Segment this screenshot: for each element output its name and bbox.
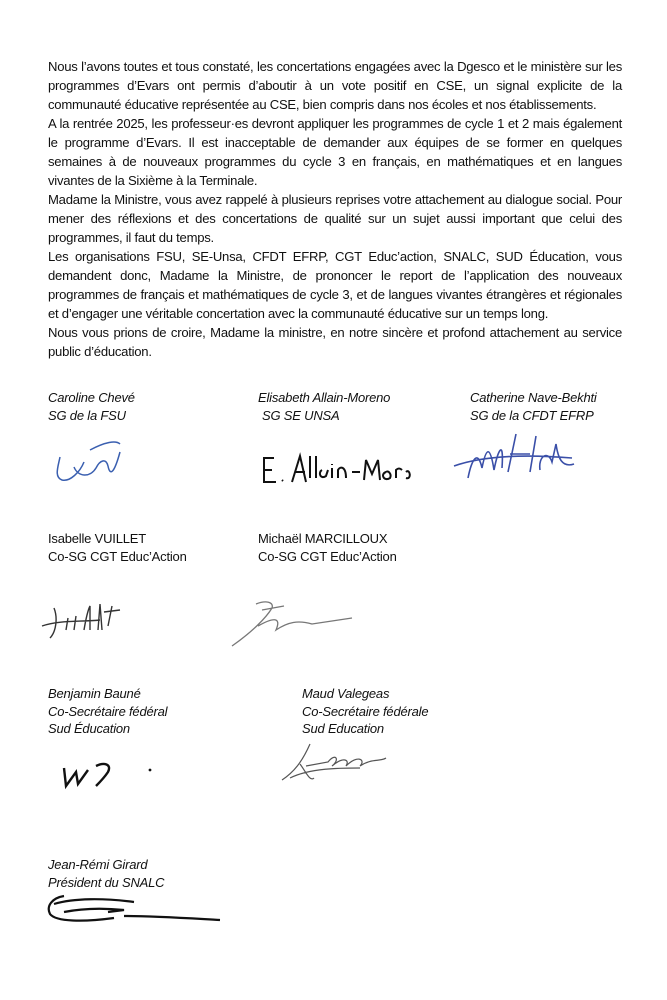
signatory-allain-moreno: [258, 389, 390, 424]
signatory-name: Maud Valegeas: [302, 686, 390, 701]
signatory-vuillet: [48, 530, 187, 565]
signatory-title: Co-SG CGT Educ’Action: [258, 548, 397, 564]
signature-baune: [60, 756, 160, 792]
signatory-title: Co-Secrétaire fédérale: [302, 703, 429, 719]
signatory-girard: [48, 856, 164, 891]
signatory-name: Elisabeth Allain-Moreno: [258, 390, 391, 405]
signature-vuillet: [40, 596, 150, 646]
signatory-name: Jean-Rémi Girard: [48, 857, 148, 872]
signature-nave-bekhti: [452, 428, 582, 488]
letter-body: [48, 57, 622, 361]
signatory-title: SG de la FSU: [48, 407, 126, 423]
paragraph-closing: Nous vous prions de croire, Madame la ministre, en notre sincère et profond attachement au service public d’éducation.: [48, 325, 622, 359]
signatory-cheve: [48, 389, 135, 424]
signature-girard: [44, 890, 224, 930]
signatory-title: SG de la CFDT EFRP: [470, 407, 594, 423]
signatory-name: Benjamin Bauné: [48, 686, 141, 701]
signature-valegeas: [280, 738, 400, 788]
signatory-title: Président du SNALC: [48, 874, 165, 890]
signatory-name: Michaël MARCILLOUX: [258, 531, 388, 546]
signatory-title: Co-SG CGT Educ’Action: [48, 548, 187, 564]
paragraph-rentree-2025: A la rentrée 2025, les professeur·es devront appliquer les programmes de cycle 1 et 2 mais également le programme d’Evars. Il est inacceptable de demander aux équipes de se former en quelques semaines à de nouveaux programmes du cycle 3 en français, en mathématiques et en langues vivantes de la Sixième à la Terminale.: [48, 116, 622, 188]
signatory-name: Caroline Chevé: [48, 390, 135, 405]
signatory-marcilloux: [258, 530, 397, 565]
signatory-valegeas: [302, 685, 428, 738]
signatory-name: Catherine Nave-Bekhti: [470, 390, 597, 405]
signatory-title: Co-Secrétaire fédéral: [48, 703, 168, 719]
paragraph-concertations: Nous l’avons toutes et tous constaté, les concertations engagées avec la Dgesco et le ministère sur les programmes d’Evars ont permis d’aboutir à un vote positif en CSE, un signal explicite de la communauté éducative représentée au CSE, bien compris dans nos écoles et nos établissements.: [48, 59, 622, 112]
paragraph-dialogue-social: Madame la Ministre, vous avez rappelé à plusieurs reprises votre attachement au dialogue social. Pour mener des réflexions et des concertations de qualité sur un sujet aussi important que celui des programmes, il faut du temps.: [48, 192, 622, 245]
paragraph-demande-report: Les organisations FSU, SE-Unsa, CFDT EFRP, CGT Educ’action, SNALC, SUD Éducation, vous demandent donc, Madame la Ministre, de prononcer le report de l’application des nouveaux programmes de français et mathématiques de cycle 3, et de langues vivantes étrangères et régionales et d’engager une véritable concertation avec la communauté éducative sur un temps long.: [48, 249, 622, 321]
signatory-org: Sud Education: [302, 721, 384, 736]
signatory-title: SG SE UNSA: [262, 407, 340, 423]
signatory-nave-bekhti: [470, 389, 597, 424]
signature-cheve: [50, 432, 130, 487]
signatory-org: Sud Éducation: [48, 721, 130, 736]
signatory-baune: [48, 685, 167, 738]
signature-allain-moreno: [260, 452, 410, 492]
signatory-name: Isabelle VUILLET: [48, 531, 146, 546]
signature-marcilloux: [222, 596, 372, 652]
